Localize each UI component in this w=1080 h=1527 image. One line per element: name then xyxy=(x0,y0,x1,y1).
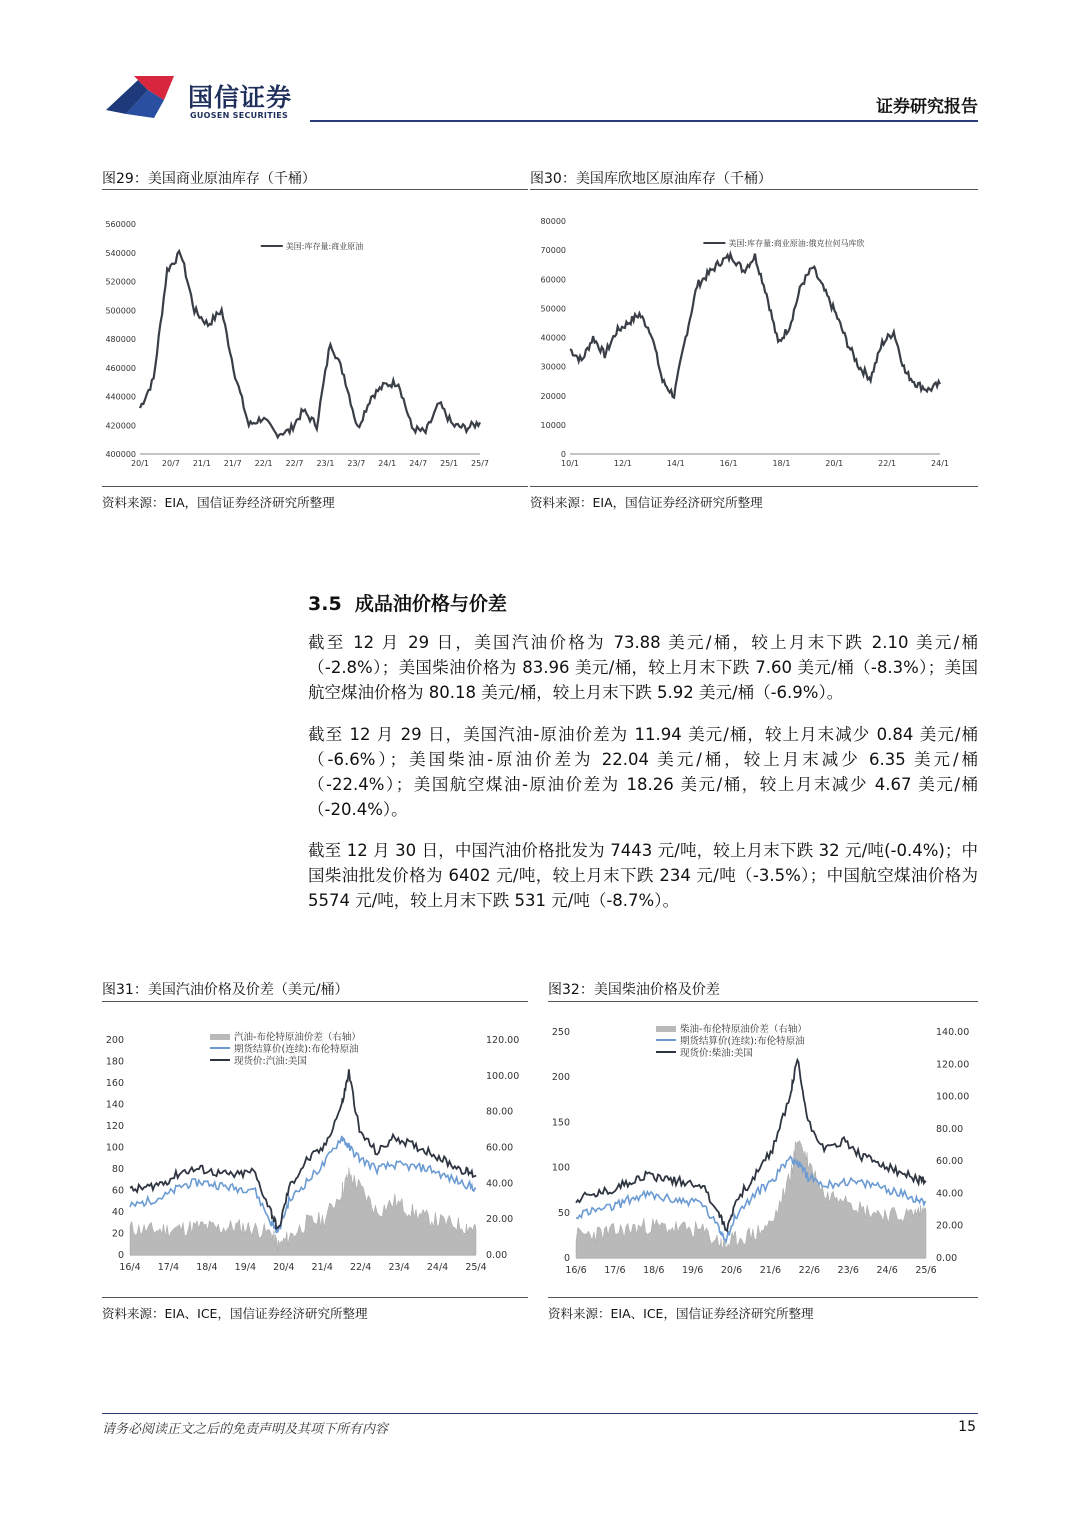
fig32-y-left-tick: 150 xyxy=(551,1117,570,1129)
fig32-y-left-tick: 200 xyxy=(551,1072,570,1084)
fig32-y-left-tick: 100 xyxy=(551,1162,570,1174)
fig31-x-tick: 24/4 xyxy=(426,1262,449,1273)
fig29-top-rule xyxy=(102,189,528,190)
fig31-x-tick: 18/4 xyxy=(196,1262,218,1273)
fig30-x-tick: 20/1 xyxy=(825,459,844,468)
fig30-y-tick: 80000 xyxy=(540,217,566,226)
fig29-y-tick: 420000 xyxy=(105,421,136,431)
fig30-y-tick: 40000 xyxy=(540,333,566,343)
fig31-y-right-tick: 0.00 xyxy=(486,1250,508,1261)
fig30-x-tick: 12/1 xyxy=(613,459,632,468)
fig32-x-tick: 16/6 xyxy=(565,1265,587,1276)
fig32-y-right-tick: 60.00 xyxy=(936,1156,964,1168)
fig32-x-tick: 22/6 xyxy=(798,1265,821,1276)
fig31-y-left-tick: 140 xyxy=(105,1099,124,1111)
logo-subtext: GUOSEN SECURITIES xyxy=(190,111,289,120)
fig29-x-tick: 20/1 xyxy=(131,459,149,468)
fig29-chart xyxy=(102,195,528,485)
paragraph-2: 截至 12 月 29 日，美国汽油-原油价差为 11.94 美元/桶，较上月末减少 0.84 美元/桶（-6.6%）；美国柴油-原油价差为 22.04 美元/桶，较上月末减少 6.35 美元/桶（-22.4%）；美国航空煤油-原油价差为 18.26 美元/桶，较上月末减少 4.67 美元/桶（-20.4%）。 xyxy=(308,725,978,819)
fig31-x-tick: 25/4 xyxy=(465,1262,487,1273)
fig30-series-line xyxy=(570,254,940,398)
fig29-x-tick: 21/7 xyxy=(223,459,242,468)
fig30-y-tick: 30000 xyxy=(540,362,566,372)
fig29-legend-label: 美国:库存量:商业原油 xyxy=(285,242,364,251)
fig30-x-tick: 14/1 xyxy=(666,459,685,468)
fig30-bottom-rule xyxy=(530,486,978,487)
fig30-y-tick: 50000 xyxy=(540,304,566,314)
fig30-x-tick: 10/1 xyxy=(561,459,579,468)
fig29-x-tick: 23/1 xyxy=(316,459,335,468)
header-rule xyxy=(310,120,978,122)
fig31-y-right-tick: 60.00 xyxy=(486,1142,514,1154)
fig32-y-right-tick: 120.00 xyxy=(936,1059,970,1071)
section-heading xyxy=(308,589,507,616)
fig29-bottom-rule xyxy=(102,486,528,487)
fig32-source: 资料来源：EIA、ICE，国信证券经济研究所整理 xyxy=(548,1306,814,1321)
fig31-x-tick: 17/4 xyxy=(157,1262,180,1273)
fig30-y-tick: 60000 xyxy=(540,275,566,285)
fig32-x-tick: 21/6 xyxy=(759,1265,782,1276)
fig30-x-tick: 16/1 xyxy=(719,459,738,468)
fig31-title: 图31：美国汽油价格及价差（美元/桶） xyxy=(102,982,349,998)
fig29-y-tick: 520000 xyxy=(105,277,136,287)
fig30-top-rule xyxy=(530,189,978,190)
fig32-x-tick: 17/6 xyxy=(604,1265,626,1276)
fig29-y-tick: 480000 xyxy=(105,335,136,344)
fig29-x-tick: 22/1 xyxy=(254,459,273,468)
fig31-series-line-2 xyxy=(130,1069,476,1229)
fig29-x-tick: 20/7 xyxy=(161,459,180,468)
fig30-y-tick: 70000 xyxy=(540,246,566,256)
fig30-y-tick: 0 xyxy=(560,450,566,459)
fig29-y-tick: 400000 xyxy=(105,450,136,459)
fig31-y-left-tick: 100 xyxy=(105,1142,124,1154)
fig30-legend-label: 美国:库存量:商业原油:俄克拉何马库欣 xyxy=(728,239,865,248)
fig31-x-tick: 22/4 xyxy=(349,1262,372,1273)
fig31-y-right-tick: 20.00 xyxy=(486,1214,514,1226)
fig31-legend-swatch-0 xyxy=(210,1034,230,1040)
fig31-y-right-tick: 100.00 xyxy=(486,1070,520,1082)
footer-rule xyxy=(102,1413,978,1414)
fig31-y-right-tick: 80.00 xyxy=(486,1106,514,1118)
section-title: 成品油价格与价差 xyxy=(354,593,507,615)
fig31-series-spread-area xyxy=(130,1168,476,1256)
fig29-y-tick: 540000 xyxy=(105,248,136,258)
fig31-y-left-tick: 20 xyxy=(111,1228,124,1240)
fig30-x-tick: 22/1 xyxy=(878,459,897,468)
fig31-y-left-tick: 0 xyxy=(117,1250,124,1261)
fig29-x-tick: 22/7 xyxy=(285,459,304,468)
fig31-x-tick: 20/4 xyxy=(273,1262,295,1273)
fig31-legend-label-2: 现货价:汽油:美国 xyxy=(234,1056,307,1067)
fig32-y-left-tick: 250 xyxy=(551,1027,570,1038)
fig31-bottom-rule xyxy=(102,1297,528,1298)
fig31-legend-label-1: 期货结算价(连续):布伦特原油 xyxy=(234,1044,359,1055)
fig32-bottom-rule xyxy=(548,1297,978,1298)
fig31-y-right-tick: 40.00 xyxy=(486,1178,514,1190)
fig29-title: 图29：美国商业原油库存（千桶） xyxy=(102,171,316,187)
fig29-source: 资料来源：EIA，国信证券经济研究所整理 xyxy=(102,495,335,510)
fig30-source: 资料来源：EIA，国信证券经济研究所整理 xyxy=(530,495,763,510)
fig30-title: 图30：美国库欣地区原油库存（千桶） xyxy=(530,171,772,187)
fig29-y-tick: 500000 xyxy=(105,306,136,316)
fig32-legend-label-1: 期货结算价(连续):布伦特原油 xyxy=(680,1036,805,1047)
fig29-x-tick: 24/7 xyxy=(409,459,428,468)
fig32-x-tick: 24/6 xyxy=(876,1265,898,1276)
fig32-legend-swatch-0 xyxy=(656,1026,676,1032)
report-type: 证券研究报告 xyxy=(876,97,978,117)
fig32-y-right-tick: 0.00 xyxy=(936,1253,958,1264)
fig31-y-left-tick: 40 xyxy=(111,1207,124,1218)
fig31-y-left-tick: 200 xyxy=(105,1035,124,1046)
fig32-y-right-tick: 80.00 xyxy=(936,1123,964,1135)
fig32-title: 图32：美国柴油价格及价差 xyxy=(548,982,720,998)
fig31-y-left-tick: 180 xyxy=(105,1056,124,1068)
fig31-x-tick: 21/4 xyxy=(311,1262,333,1273)
fig31-x-tick: 16/4 xyxy=(119,1262,141,1273)
logo-text: 国信证券 xyxy=(188,83,293,112)
page-number: 15 xyxy=(958,1419,976,1435)
fig32-x-tick: 25/6 xyxy=(915,1265,937,1276)
fig32-x-tick: 18/6 xyxy=(643,1265,665,1276)
fig32-top-rule xyxy=(548,1001,978,1002)
fig30-chart xyxy=(530,195,978,485)
fig30-x-tick: 24/1 xyxy=(931,459,949,468)
logo xyxy=(104,74,304,124)
fig32-y-right-tick: 40.00 xyxy=(936,1188,964,1200)
footer-disclaimer: 请务必阅读正文之后的免责声明及其项下所有内容 xyxy=(102,1422,389,1437)
fig29-x-tick: 25/1 xyxy=(440,459,459,468)
fig31-y-left-tick: 160 xyxy=(105,1078,124,1089)
fig30-x-tick: 18/1 xyxy=(772,459,791,468)
fig32-y-right-tick: 20.00 xyxy=(936,1220,964,1232)
fig30-y-tick: 10000 xyxy=(540,420,566,430)
fig32-y-left-tick: 50 xyxy=(557,1207,570,1219)
fig31-y-right-tick: 120.00 xyxy=(486,1035,520,1046)
fig29-y-tick: 560000 xyxy=(105,220,136,229)
fig31-legend-label-0: 汽油-布伦特原油价差（右轴） xyxy=(234,1032,361,1043)
fig32-chart xyxy=(548,1006,978,1296)
paragraph-1: 截至 12 月 29 日，美国汽油价格为 73.88 美元/桶，较上月末下跌 2.10 美元/桶（-2.8%）；美国柴油价格为 83.96 美元/桶，较上月末下跌 7.60 美元/桶（-8.3%）；美国航空煤油价格为 80.18 美元/桶，较上月末下跌 5.92 美元/桶（-6.9%）。 xyxy=(308,633,978,702)
fig31-x-tick: 19/4 xyxy=(234,1262,257,1273)
fig31-x-tick: 23/4 xyxy=(388,1262,410,1273)
fig31-top-rule xyxy=(102,1001,528,1002)
fig29-series-line xyxy=(140,251,480,437)
fig29-x-tick: 25/7 xyxy=(471,459,489,468)
paragraph-3: 截至 12 月 30 日，中国汽油价格批发为 7443 元/吨，较上月末下跌 32 元/吨(-0.4%)；中国柴油批发价格为 6402 元/吨，较上月末下跌 234 元/吨（-3.5%）；中国航空煤油价格为 5574 元/吨，较上月末下跌 531 元/吨（-8.7%）。 xyxy=(308,841,978,910)
section-number: 3.5 xyxy=(308,593,342,615)
fig32-legend-label-2: 现货价:柴油:美国 xyxy=(680,1048,753,1059)
fig31-chart xyxy=(102,1006,528,1296)
fig32-x-tick: 20/6 xyxy=(720,1265,743,1276)
fig31-y-left-tick: 60 xyxy=(111,1185,124,1197)
fig29-x-tick: 21/1 xyxy=(192,459,211,468)
fig31-y-left-tick: 120 xyxy=(105,1121,124,1132)
logo-mark-icon xyxy=(104,74,184,120)
fig32-x-tick: 23/6 xyxy=(837,1265,859,1276)
fig29-x-tick: 23/7 xyxy=(347,459,366,468)
fig32-legend-label-0: 柴油-布伦特原油价差（右轴） xyxy=(680,1024,807,1035)
fig31-y-left-tick: 80 xyxy=(111,1164,124,1175)
fig31-source: 资料来源：EIA、ICE，国信证券经济研究所整理 xyxy=(102,1306,368,1321)
fig29-y-tick: 440000 xyxy=(105,392,136,402)
fig32-y-right-tick: 140.00 xyxy=(936,1027,970,1038)
fig32-y-left-tick: 0 xyxy=(563,1253,570,1264)
fig32-series-line-2 xyxy=(576,1060,926,1231)
fig32-y-right-tick: 100.00 xyxy=(936,1091,970,1103)
fig32-x-tick: 19/6 xyxy=(681,1265,704,1276)
fig29-x-tick: 24/1 xyxy=(378,459,397,468)
fig29-y-tick: 460000 xyxy=(105,363,136,373)
fig30-y-tick: 20000 xyxy=(540,391,566,401)
